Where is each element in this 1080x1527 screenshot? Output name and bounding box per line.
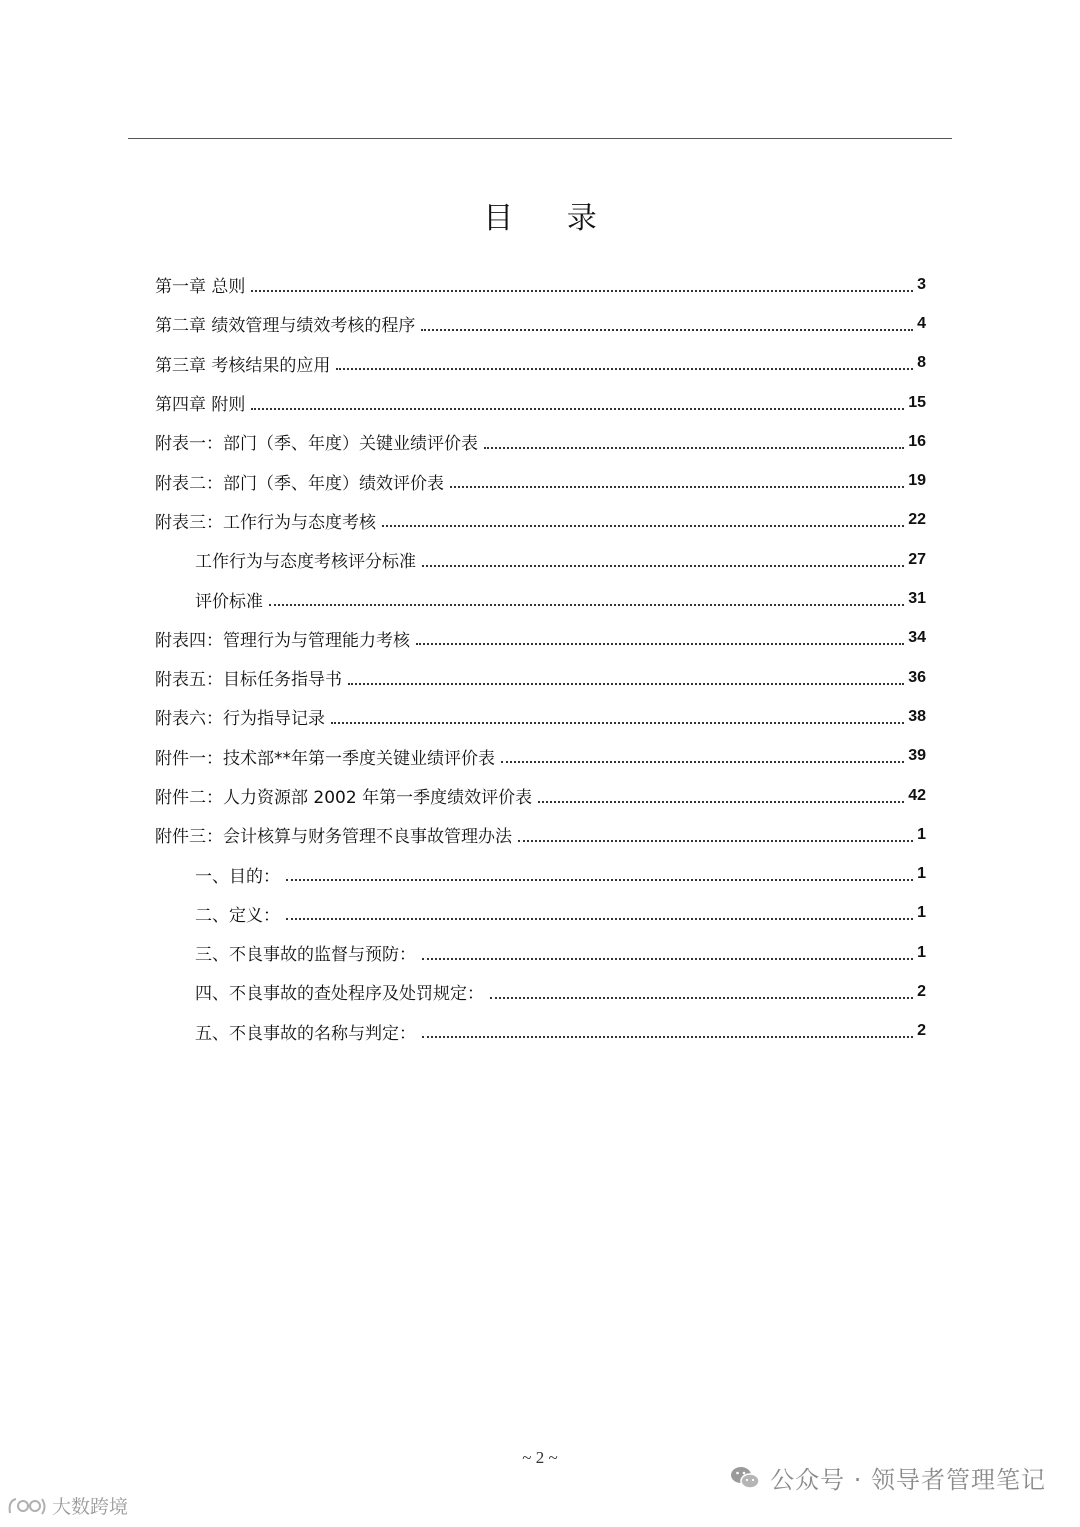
table-of-contents (155, 265, 926, 1051)
toc-entry-page: 42 (908, 786, 926, 804)
toc-entry-label: 三、不良事故的监督与预防： (195, 945, 416, 966)
wechat-watermark (730, 1460, 1046, 1495)
toc-entry-label: 二、定义： (195, 905, 280, 926)
toc-entry-page: 4 (917, 314, 926, 332)
toc-entry-label: 五、不良事故的名称与判定： (195, 1023, 416, 1044)
toc-entry-label: 第四章 附则 (155, 395, 246, 416)
toc-entry[interactable] (155, 815, 926, 854)
toc-entry[interactable] (155, 697, 926, 736)
toc-entry-label: 第一章 总则 (155, 277, 246, 298)
toc-entry-label: 第二章 绩效管理与绩效考核的程序 (155, 316, 416, 337)
toc-dot-leader (286, 918, 913, 920)
toc-entry-label: 附件二：人力资源部 2002 年第一季度绩效评价表 (155, 788, 533, 808)
toc-dot-leader (421, 329, 913, 331)
wechat-icon (730, 1465, 760, 1491)
toc-dot-leader (251, 408, 904, 410)
toc-entry[interactable] (155, 265, 926, 304)
toc-entry-label: 附表二：部门（季、年度）绩效评价表 (155, 473, 444, 494)
toc-entry-page: 3 (917, 275, 926, 293)
toc-entry[interactable] (155, 422, 926, 461)
toc-dot-leader (518, 840, 913, 842)
toc-dot-leader (331, 722, 904, 724)
toc-entry-page: 16 (908, 432, 926, 450)
toc-entry[interactable] (155, 579, 926, 618)
toc-entry[interactable] (155, 658, 926, 697)
toc-entry-label: 附表六：行为指导记录 (155, 709, 325, 730)
toc-entry-label: 附表五：目标任务指导书 (155, 670, 342, 691)
toc-entry[interactable] (155, 540, 926, 579)
toc-entry-page: 31 (908, 590, 926, 608)
brand-watermark-text: 大数跨境 (52, 1496, 129, 1518)
toc-dot-leader (286, 879, 913, 881)
toc-entry[interactable] (155, 854, 926, 893)
toc-entry[interactable] (155, 383, 926, 422)
toc-entry-page: 8 (917, 354, 926, 372)
toc-dot-leader (422, 1036, 913, 1038)
brand-logo-icon (6, 1495, 48, 1517)
toc-entry-label: 附表三：工作行为与态度考核 (155, 512, 376, 533)
wechat-watermark-text: 公众号 · 领导者管理笔记 (770, 1466, 1046, 1494)
toc-dot-leader (269, 604, 904, 606)
toc-entry-label: 附件一：技术部**年第一季度关键业绩评价表 (155, 748, 495, 769)
toc-dot-leader (450, 486, 904, 488)
toc-dot-leader (416, 643, 904, 645)
toc-entry-label: 附表四：管理行为与管理能力考核 (155, 630, 410, 651)
toc-entry-page: 2 (917, 1022, 926, 1040)
toc-dot-leader (422, 958, 913, 960)
toc-entry-page: 1 (917, 943, 926, 961)
toc-entry-label: 四、不良事故的查处程序及处罚规定： (195, 984, 484, 1005)
toc-entry-label: 第三章 考核结果的应用 (155, 355, 331, 376)
toc-entry[interactable] (155, 501, 926, 540)
toc-entry[interactable] (155, 1012, 926, 1051)
toc-entry[interactable] (155, 619, 926, 658)
toc-entry-label: 评价标准 (195, 591, 263, 612)
toc-entry-page: 36 (908, 668, 926, 686)
toc-entry-page: 1 (917, 865, 926, 883)
toc-dot-leader (348, 683, 904, 685)
toc-entry[interactable] (155, 344, 926, 383)
toc-entry-page: 19 (908, 472, 926, 490)
page-title: 目 录 (483, 201, 619, 236)
toc-dot-leader (490, 997, 913, 999)
toc-entry-page: 2 (917, 982, 926, 1000)
toc-entry[interactable] (155, 972, 926, 1011)
toc-entry-page: 1 (917, 825, 926, 843)
toc-entry-page: 1 (917, 904, 926, 922)
toc-entry-page: 22 (908, 511, 926, 529)
toc-entry[interactable] (155, 304, 926, 343)
toc-dot-leader (382, 525, 904, 527)
toc-dot-leader (422, 565, 904, 567)
toc-entry-label: 附件三：会计核算与财务管理不良事故管理办法 (155, 827, 512, 848)
toc-dot-leader (251, 290, 913, 292)
toc-dot-leader (336, 368, 913, 370)
toc-entry-page: 38 (908, 707, 926, 725)
toc-dot-leader (538, 801, 904, 803)
toc-dot-leader (484, 447, 904, 449)
toc-entry-page: 27 (908, 550, 926, 568)
page-number: ~ 2 ~ (522, 1448, 558, 1467)
toc-entry[interactable] (155, 737, 926, 776)
toc-entry-label: 一、目的： (195, 866, 280, 887)
toc-dot-leader (501, 761, 904, 763)
toc-entry-page: 34 (908, 629, 926, 647)
toc-entry[interactable] (155, 933, 926, 972)
toc-entry[interactable] (155, 776, 926, 815)
toc-entry-label: 附表一：部门（季、年度）关键业绩评价表 (155, 434, 478, 455)
toc-entry-label: 工作行为与态度考核评分标准 (195, 552, 416, 573)
toc-entry[interactable] (155, 461, 926, 500)
header-rule (128, 138, 952, 139)
brand-watermark (6, 1492, 128, 1519)
toc-entry[interactable] (155, 894, 926, 933)
toc-entry-page: 39 (908, 747, 926, 765)
toc-entry-page: 15 (908, 393, 926, 411)
